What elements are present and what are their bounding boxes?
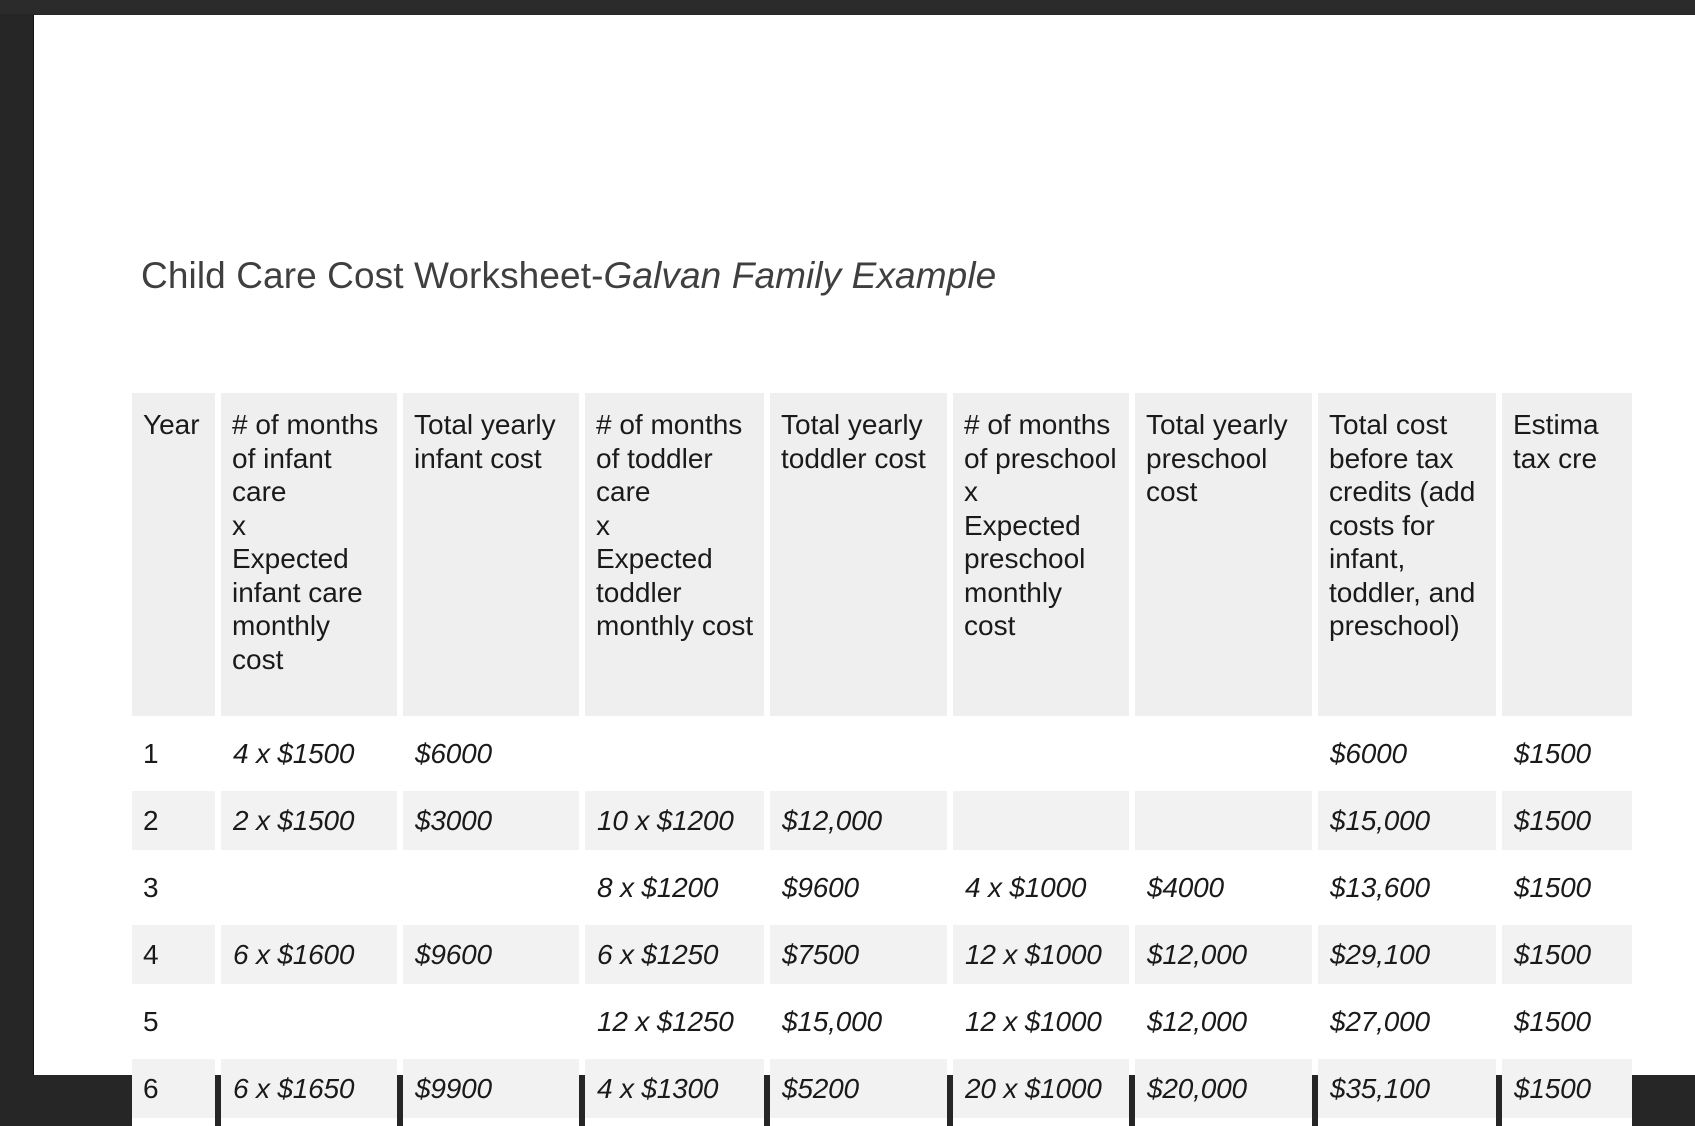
cell-preschool-total: $12,000: [1135, 992, 1312, 1059]
cell-year: 1: [132, 724, 215, 791]
header-line: # of months: [232, 409, 379, 440]
cell-infant-total: [403, 858, 579, 925]
cell-toddler-months: 8 x $1200: [585, 858, 764, 925]
cell-infant-months: [221, 858, 397, 925]
cell-preschool-months: 12 x $1000: [953, 925, 1129, 992]
cell-preschool-total: [1135, 724, 1312, 791]
table-row: [132, 925, 1632, 992]
header-total-before-credits: [1318, 393, 1496, 724]
header-line: toddler cost: [781, 442, 926, 474]
cell-toddler-months: [585, 724, 764, 791]
cell-total-before-credits: $13,600: [1318, 858, 1496, 925]
cell-total-before-credits: $6000: [1318, 724, 1496, 791]
header-line: tax cre: [1513, 442, 1598, 474]
cell-year: 3: [132, 858, 215, 925]
header-line: of infant care: [232, 442, 332, 507]
cell-toddler-total: $9600: [770, 858, 947, 925]
header-line: preschool: [964, 543, 1086, 574]
header-line: toddler: [596, 576, 682, 608]
header-infant-total: [403, 393, 579, 724]
cell-total-before-credits: $29,100: [1318, 925, 1496, 992]
header-line: infant cost: [414, 442, 542, 474]
header-line: preschool: [1146, 442, 1268, 474]
header-line: preschool): [1329, 610, 1460, 641]
table-row: [132, 992, 1632, 1059]
header-line: # of months: [964, 409, 1111, 440]
cell-estimated-tax-credit: $1500: [1502, 1059, 1632, 1126]
cell-infant-months: 6 x $1650: [221, 1059, 397, 1126]
cell-toddler-months: 10 x $1200: [585, 791, 764, 858]
header-line: Estima: [1513, 409, 1599, 440]
header-line: toddler, and: [1329, 576, 1476, 608]
table-row: [132, 724, 1632, 791]
header-preschool-total: [1135, 393, 1312, 724]
cell-infant-months: [221, 992, 397, 1059]
cell-toddler-months: 4 x $1300: [585, 1059, 764, 1126]
header-line: Total yearly: [1146, 409, 1288, 440]
header-line: care: [596, 476, 651, 507]
header-line: # of months: [596, 409, 743, 440]
header-line: monthly cost: [232, 610, 331, 675]
header-line: Total yearly: [781, 409, 923, 440]
table-row: [132, 858, 1632, 925]
header-year: [132, 393, 215, 724]
table-row: [132, 1059, 1632, 1126]
cell-preschool-total: [1135, 791, 1312, 858]
header-line: cost: [1146, 476, 1198, 507]
header-line: Expected: [232, 543, 349, 574]
table-row: [132, 791, 1632, 858]
header-line: x: [232, 509, 246, 541]
header-line: before tax: [1329, 442, 1454, 474]
cell-preschool-total: $4000: [1135, 858, 1312, 925]
cell-estimated-tax-credit: $1500: [1502, 724, 1632, 791]
cell-year: 5: [132, 992, 215, 1059]
header-line: Total yearly: [414, 409, 556, 440]
header-preschool-months: [953, 393, 1129, 724]
cell-infant-total: $3000: [403, 791, 579, 858]
window-top-bar: [0, 0, 1695, 14]
table-header-row: [132, 393, 1632, 724]
cell-toddler-total: [770, 724, 947, 791]
header-line: Expected: [596, 543, 713, 574]
cell-infant-months: 6 x $1600: [221, 925, 397, 992]
header-line: x: [964, 476, 978, 507]
title-family-example: Galvan Family Example: [603, 255, 997, 296]
title-main: Child Care Cost Worksheet-: [141, 255, 604, 296]
header-line: monthly cost: [596, 610, 754, 641]
cell-estimated-tax-credit: $1500: [1502, 791, 1632, 858]
header-toddler-total: [770, 393, 947, 724]
cell-year: 6: [132, 1059, 215, 1126]
header-infant-months: [221, 393, 397, 724]
cell-estimated-tax-credit: $1500: [1502, 925, 1632, 992]
cell-estimated-tax-credit: $1500: [1502, 992, 1632, 1059]
cell-preschool-months: 4 x $1000: [953, 858, 1129, 925]
cell-toddler-total: $15,000: [770, 992, 947, 1059]
cell-preschool-months: 12 x $1000: [953, 992, 1129, 1059]
cell-infant-months: 4 x $1500: [221, 724, 397, 791]
header-line: x: [596, 509, 610, 541]
header-line: Total cost: [1329, 409, 1448, 440]
cell-toddler-total: $5200: [770, 1059, 947, 1126]
header-line: credits (add: [1329, 476, 1476, 507]
header-line: Expected: [964, 509, 1081, 541]
cell-preschool-total: $20,000: [1135, 1059, 1312, 1126]
cell-year: 4: [132, 925, 215, 992]
header-estimated-tax-credit: [1502, 393, 1632, 724]
cell-infant-total: $9600: [403, 925, 579, 992]
header-line: costs for: [1329, 509, 1435, 541]
header-line: Year: [143, 409, 200, 440]
header-line: monthly cost: [964, 576, 1063, 641]
cell-year: 2: [132, 791, 215, 858]
header-line: infant,: [1329, 543, 1406, 574]
cell-preschool-months: [953, 724, 1129, 791]
cell-toddler-months: 6 x $1250: [585, 925, 764, 992]
cell-toddler-total: $7500: [770, 925, 947, 992]
cell-infant-total: [403, 992, 579, 1059]
cell-preschool-months: 20 x $1000: [953, 1059, 1129, 1126]
cell-estimated-tax-credit: $1500: [1502, 858, 1632, 925]
cell-infant-total: $9900: [403, 1059, 579, 1126]
child-care-cost-table: [126, 393, 1638, 1126]
cell-toddler-total: $12,000: [770, 791, 947, 858]
cell-infant-total: $6000: [403, 724, 579, 791]
header-toddler-months: [585, 393, 764, 724]
cell-toddler-months: 12 x $1250: [585, 992, 764, 1059]
cell-preschool-months: [953, 791, 1129, 858]
cell-total-before-credits: $15,000: [1318, 791, 1496, 858]
table-body: [132, 724, 1632, 1126]
cell-infant-months: 2 x $1500: [221, 791, 397, 858]
header-line: of toddler: [596, 442, 713, 474]
document-page: [34, 15, 1695, 1104]
cell-total-before-credits: $27,000: [1318, 992, 1496, 1059]
cell-preschool-total: $12,000: [1135, 925, 1312, 992]
header-line: infant care: [232, 576, 363, 608]
worksheet-title: [141, 255, 996, 297]
header-line: of preschool: [964, 442, 1117, 474]
cell-total-before-credits: $35,100: [1318, 1059, 1496, 1126]
